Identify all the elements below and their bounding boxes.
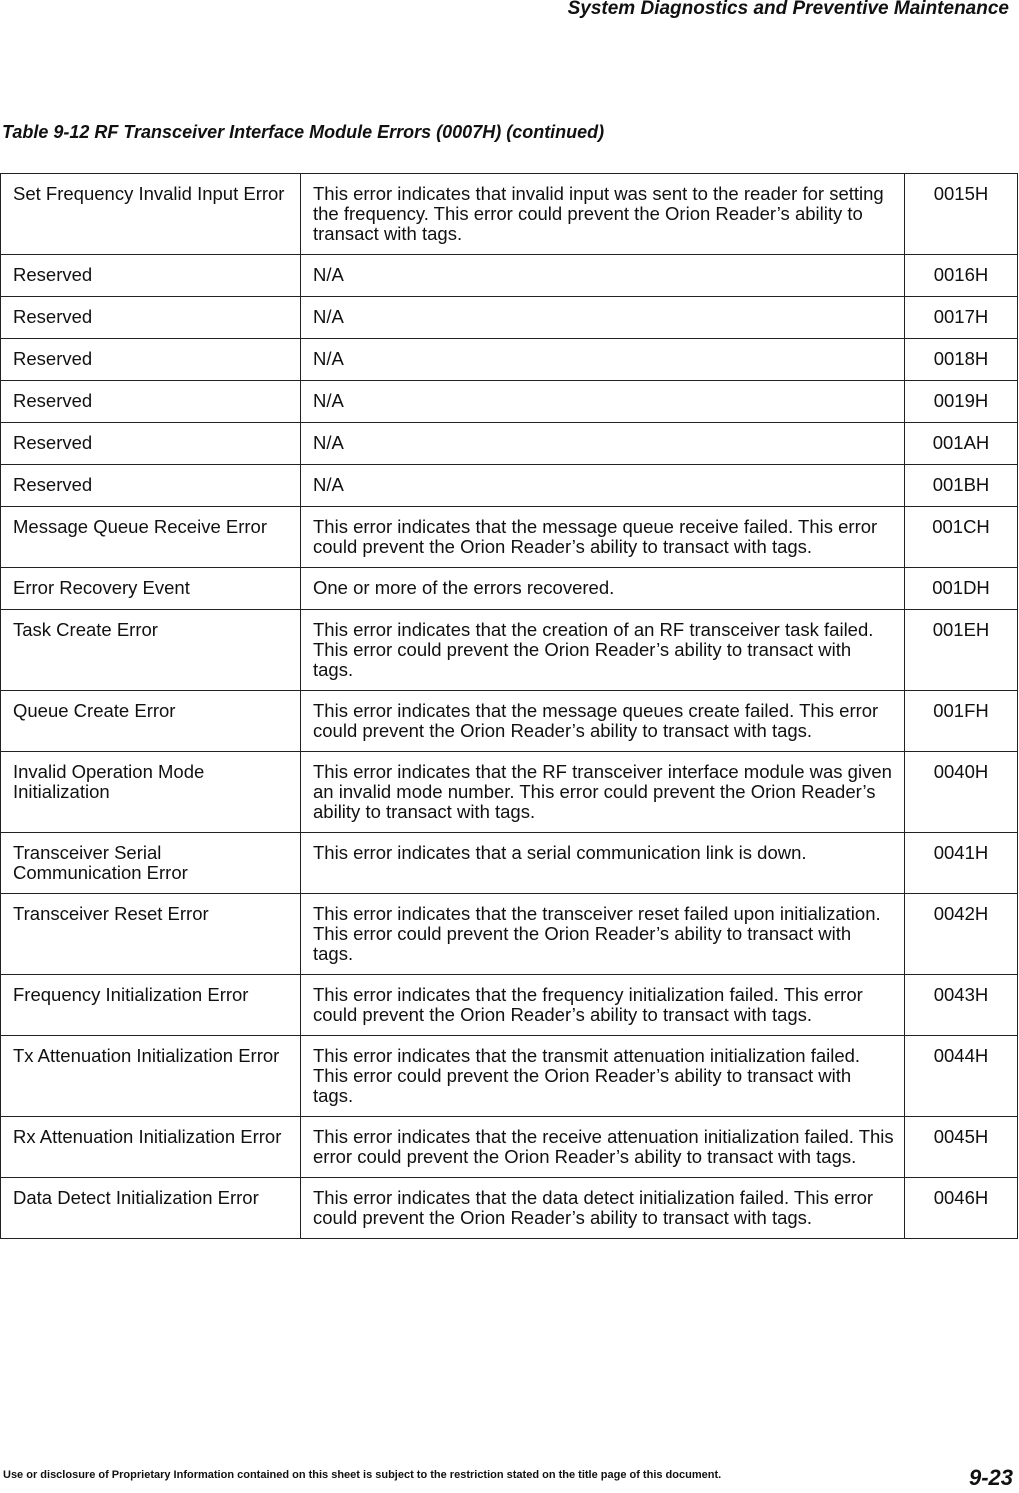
error-name: Reserved	[1, 465, 301, 507]
error-description: N/A	[301, 423, 905, 465]
table-row	[1, 1036, 1018, 1117]
error-name: Transceiver Reset Error	[1, 894, 301, 975]
error-description: This error indicates that the RF transceiver interface module was given an invalid mode number. This error could prevent the Orion Reader’s ability to transact with tags.	[301, 752, 905, 833]
error-description: This error indicates that the message queue receive failed. This error could prevent the Orion Reader’s ability to transact with tags.	[301, 507, 905, 568]
table-row	[1, 568, 1018, 610]
error-description: One or more of the errors recovered.	[301, 568, 905, 610]
error-code: 001AH	[905, 423, 1018, 465]
error-code: 0015H	[905, 174, 1018, 255]
error-description: N/A	[301, 381, 905, 423]
error-name: Transceiver Serial Communication Error	[1, 833, 301, 894]
table-row	[1, 381, 1018, 423]
table-caption: Table 9-12 RF Transceiver Interface Module Errors (0007H) (continued)	[2, 122, 605, 142]
table-row	[1, 752, 1018, 833]
table-row	[1, 894, 1018, 975]
error-name: Reserved	[1, 423, 301, 465]
error-code: 0041H	[905, 833, 1018, 894]
error-name: Reserved	[1, 255, 301, 297]
error-description: This error indicates that the creation of an RF transceiver task failed. This error could prevent the Orion Reader’s ability to transact with tags.	[301, 610, 905, 691]
error-description: N/A	[301, 465, 905, 507]
error-code: 001CH	[905, 507, 1018, 568]
error-description: This error indicates that invalid input was sent to the reader for setting the frequency. This error could prevent the Orion Reader’s ability to transact with tags.	[301, 174, 905, 255]
error-description: This error indicates that the transmit attenuation initialization failed. This error could prevent the Orion Reader’s ability to transact with tags.	[301, 1036, 905, 1117]
error-name: Data Detect Initialization Error	[1, 1178, 301, 1239]
error-code: 0043H	[905, 975, 1018, 1036]
proprietary-notice: Use or disclosure of Proprietary Information contained on this sheet is subject to the restriction stated on the title page of this document.	[3, 1469, 722, 1481]
running-header: System Diagnostics and Preventive Maintenance	[567, 0, 1009, 19]
error-code: 0046H	[905, 1178, 1018, 1239]
table-row	[1, 691, 1018, 752]
error-code: 0019H	[905, 381, 1018, 423]
table-row	[1, 975, 1018, 1036]
table-row	[1, 507, 1018, 568]
error-name: Error Recovery Event	[1, 568, 301, 610]
table-row	[1, 1178, 1018, 1239]
error-description: N/A	[301, 339, 905, 381]
page-number: 9-23	[968, 1465, 1013, 1490]
table-row	[1, 297, 1018, 339]
error-code: 0018H	[905, 339, 1018, 381]
error-code: 0044H	[905, 1036, 1018, 1117]
error-description: This error indicates that the transceiver reset failed upon initialization. This error could prevent the Orion Reader’s ability to transact with tags.	[301, 894, 905, 975]
error-description: This error indicates that the data detect initialization failed. This error could prevent the Orion Reader’s ability to transact with tags.	[301, 1178, 905, 1239]
error-name: Frequency Initialization Error	[1, 975, 301, 1036]
table-row	[1, 255, 1018, 297]
table-row	[1, 423, 1018, 465]
error-code: 0016H	[905, 255, 1018, 297]
error-name: Message Queue Receive Error	[1, 507, 301, 568]
error-description: This error indicates that the receive attenuation initialization failed. This error could prevent the Orion Reader’s ability to transact with tags.	[301, 1117, 905, 1178]
error-code: 001BH	[905, 465, 1018, 507]
error-name: Task Create Error	[1, 610, 301, 691]
error-code: 0042H	[905, 894, 1018, 975]
error-description: This error indicates that the frequency initialization failed. This error could prevent the Orion Reader’s ability to transact with tags.	[301, 975, 905, 1036]
error-name: Tx Attenuation Initialization Error	[1, 1036, 301, 1117]
error-code: 0040H	[905, 752, 1018, 833]
error-description: N/A	[301, 255, 905, 297]
table-row	[1, 610, 1018, 691]
error-code: 001EH	[905, 610, 1018, 691]
error-name: Set Frequency Invalid Input Error	[1, 174, 301, 255]
error-code: 001FH	[905, 691, 1018, 752]
table-row	[1, 833, 1018, 894]
error-code: 0017H	[905, 297, 1018, 339]
error-name: Reserved	[1, 339, 301, 381]
table-row	[1, 174, 1018, 255]
table-row	[1, 1117, 1018, 1178]
error-description: This error indicates that the message queues create failed. This error could prevent the Orion Reader’s ability to transact with tags.	[301, 691, 905, 752]
error-code: 0045H	[905, 1117, 1018, 1178]
error-name: Reserved	[1, 297, 301, 339]
error-name: Reserved	[1, 381, 301, 423]
error-code: 001DH	[905, 568, 1018, 610]
table-row	[1, 339, 1018, 381]
error-description: N/A	[301, 297, 905, 339]
error-name: Invalid Operation Mode Initialization	[1, 752, 301, 833]
error-name: Rx Attenuation Initialization Error	[1, 1117, 301, 1178]
table-row	[1, 465, 1018, 507]
error-table	[0, 173, 1018, 1239]
error-name: Queue Create Error	[1, 691, 301, 752]
error-description: This error indicates that a serial communication link is down.	[301, 833, 905, 894]
